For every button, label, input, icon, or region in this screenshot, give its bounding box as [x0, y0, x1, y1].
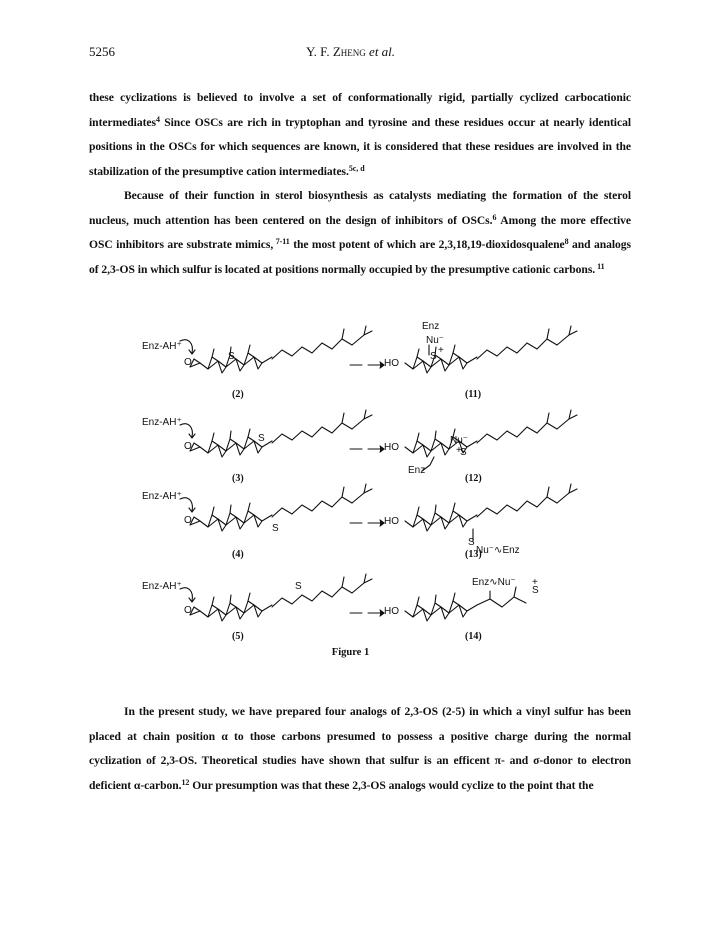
nucleophile-11: Nu⁻	[426, 335, 445, 346]
paragraph-present-study	[89, 700, 631, 798]
p1-ref-5cd: 5c, d	[348, 163, 365, 173]
sulfonium-12: S	[460, 447, 467, 458]
p3-text-b: ) in which a vinyl sulfur has been placed at chain position α to those carbons presumed to possess a positive charge during the normal cyclization of 2,3-OS. Theoretical studies have shown that sulfur is an efficent π- and σ-donor to electron deficient α-carbon.	[89, 705, 632, 792]
p3-text-c: Our presumption was that these 2,3-OS analogs would cyclize to the point that the	[189, 778, 594, 792]
sulfur-3: S	[258, 433, 265, 444]
sulfur-5: S	[295, 581, 302, 592]
enzyme-acid-label-row4: Enz-AH⁺	[142, 581, 182, 592]
enzyme-11: Enz	[422, 321, 440, 332]
p2-text-d: and analogs of 2,3-OS in which sulfur is located at positions normally occupied by the presumptive cationic carbons.	[89, 238, 631, 276]
hydroxyl-13: HO	[384, 516, 399, 527]
charge-14: +	[532, 577, 538, 588]
compound-label-3: (3)	[232, 473, 244, 484]
running-head-authors: Y. F. Zheng	[305, 44, 366, 59]
p2-ref-6: 6	[492, 212, 497, 222]
compound-label-5: (5)	[232, 631, 244, 642]
hydroxyl-12: HO	[384, 442, 399, 453]
enzyme-acid-label-row1: Enz-AH⁺	[142, 341, 182, 352]
running-head	[0, 44, 701, 60]
compound-label-4: (4)	[232, 549, 244, 560]
page-header	[0, 44, 701, 64]
p2-ref-11: 11	[595, 261, 605, 271]
sulfur-2: S	[228, 351, 235, 362]
sulfonium-11: S	[430, 351, 437, 362]
compound-label-12: (12)	[465, 473, 482, 484]
enzyme-nucleophile-14: Enz∿Nu⁻	[472, 577, 516, 588]
compound-label-13: (13)	[465, 549, 482, 560]
charge-11: +	[438, 345, 444, 356]
paragraph-intro	[89, 86, 631, 184]
epoxide-oxygen-3: O	[184, 441, 192, 452]
sulfonium-14: S	[532, 585, 539, 596]
sulfur-4: S	[272, 523, 279, 534]
hydroxyl-11: HO	[384, 358, 399, 369]
paragraph-inhibitors	[89, 184, 631, 282]
nucleophile-enzyme-13: Nu⁻∿Enz	[476, 545, 520, 556]
p2-text-a: Because of their function in sterol biosynthesis as catalysts mediating the formation of the sterol nucleus, much attention has been centered on the design of inhibitors of OSCs.	[89, 189, 631, 227]
nucleophile-12: Nu⁻	[450, 435, 469, 446]
hydroxyl-14: HO	[384, 606, 399, 617]
enzyme-acid-label-row3: Enz-AH⁺	[142, 491, 182, 502]
epoxide-oxygen-2: O	[184, 357, 192, 368]
p1-text-a: these cyclizations is believed to involve a set of conformationally rigid, partially cyclized carbocationic intermediates	[89, 91, 631, 129]
reaction-scheme-drawing	[140, 323, 580, 643]
p3-text-a: In the present study, we have prepared four analogs of 2,3-OS (	[124, 705, 446, 718]
page-number: 5256	[89, 44, 115, 59]
p1-text-b: Since OSCs are rich in tryptophan and tyrosine and these residues occur at nearly identical positions in the OSCs for which sequences are known, it is considered that these residues are involved in the stabilization of the presumptive cation intermediates.	[89, 115, 631, 178]
compound-label-11: (11)	[465, 389, 482, 400]
epoxide-oxygen-5: O	[184, 605, 192, 616]
enzyme-12: Enz	[408, 465, 426, 476]
running-head-etal: et al.	[369, 44, 396, 59]
p2-text-c: the most potent of which are 2,3,18,19-dioxidosqualene	[289, 238, 565, 252]
p2-ref-7-11: 7-11	[273, 237, 290, 247]
p3-compound-range: 2-5	[445, 705, 462, 718]
enzyme-acid-label-row2: Enz-AH⁺	[142, 417, 182, 428]
compound-label-14: (14)	[465, 631, 482, 642]
p2-text-b: Among the more effective OSC inhibitors are substrate mimics,	[89, 213, 631, 252]
figure-1-scheme	[140, 323, 580, 663]
p3-ref-12: 12	[181, 777, 190, 787]
sulfonium-13: S	[468, 537, 475, 548]
compound-label-2: (2)	[232, 389, 244, 400]
p1-ref-4: 4	[155, 114, 160, 124]
figure-caption: Figure 1	[331, 647, 370, 658]
p2-ref-8: 8	[564, 237, 569, 247]
epoxide-oxygen-4: O	[184, 515, 192, 526]
charge-12: +	[456, 445, 462, 456]
